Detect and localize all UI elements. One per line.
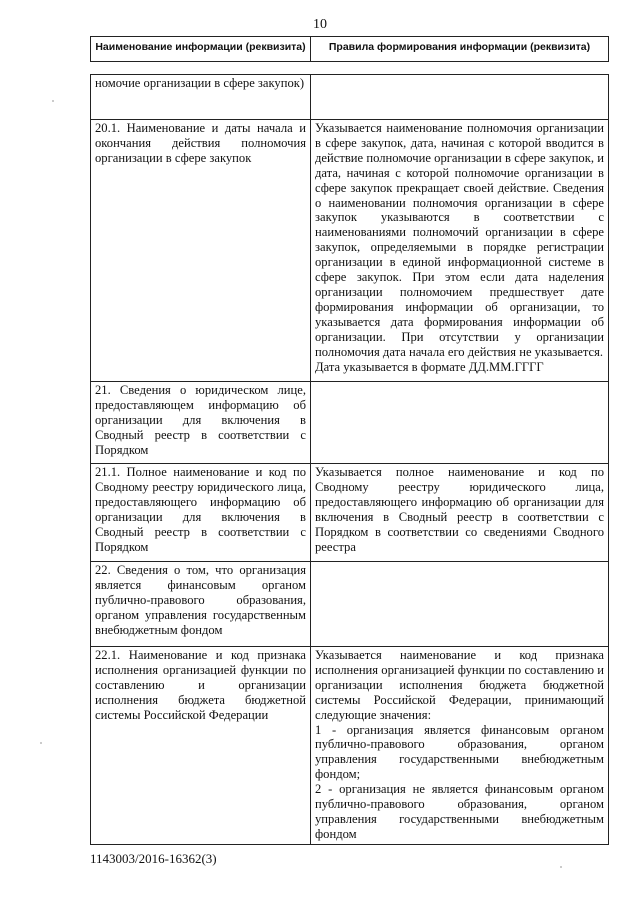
row-name-cell: 22.1. Наименование и код признака исполнения организацией функции по составлению и организации исполнения бюджета бюджетной системы Российской Федерации: [91, 647, 311, 845]
table-row: [91, 562, 609, 647]
row-rules-cell: [311, 75, 609, 120]
rules-paragraph: Указывается полное наименование и код по Сводному реестру юридического лица, предоставляющего информацию об организации для включения в Сводный реестр в соответствии с Порядком в соответствии со сведениями Сводного реестра: [315, 465, 604, 554]
row-rules-cell: [311, 562, 609, 647]
column-header-rules: Правила формирования информации (реквизита): [311, 37, 609, 62]
column-header-row: [91, 37, 609, 62]
page-number: 10: [313, 17, 327, 32]
table-row: [91, 647, 609, 845]
table-row: [91, 464, 609, 562]
row-name-cell: 20.1. Наименование и даты начала и окончания действия полномочия организации в сфере закупок: [91, 120, 311, 382]
row-rules-cell: [311, 464, 609, 562]
requisites-table: [90, 74, 609, 845]
scan-speck: [52, 100, 54, 102]
row-rules-cell: [311, 120, 609, 382]
column-header-table: [90, 36, 609, 62]
rules-paragraph: 1 - организация является финансовым органом публично-правового образования, органом управления государственными внебюджетным фондом;: [315, 722, 604, 782]
column-header-name: Наименование информации (реквизита): [91, 37, 311, 62]
rules-paragraph: Указывается наименование полномочия организации в сфере закупок, дата, начиная с которой вводится в действие полномочие организации в сфере закупок, и дата, начиная с которой полномочие организации в сфере закупок прекращает своей действие. Сведения о наименовании полномочия организации в сфере закупок указываются в соответствии с наименованиями полномочий организации в сфере закупок, определяемыми в порядке регистрации организации в единой информационной системе в сфере закупок. При этом если дата наделения организации полномочием предшествует дате формирования информации об организации, то указывается дата формирования информации об организации. При отсутствии у организации полномочия дата начала его действия не указывается.: [315, 121, 604, 359]
rules-paragraph: Указывается наименование и код признака исполнения организацией функции по составлению и организации исполнения бюджета бюджетной системы Российской Федерации, принимающий следующие значения:: [315, 648, 604, 722]
scan-speck: [40, 742, 42, 744]
rules-paragraph: Дата указывается в формате ДД.ММ.ГГГГ: [315, 359, 544, 374]
table-row: [91, 120, 609, 382]
table-row: [91, 75, 609, 120]
row-name-cell: 22. Сведения о том, что организация является финансовым органом публично-правового образования, органом управления государственным внебюджетным фондом: [91, 562, 311, 647]
row-rules-cell: [311, 647, 609, 845]
row-name-cell: 21.1. Полное наименование и код по Сводному реестру юридического лица, предоставляющего информацию об организации для включения в Сводный реестр в соответствии с Порядком: [91, 464, 311, 562]
table-row: [91, 382, 609, 464]
row-name-cell: 21. Сведения о юридическом лице, предоставляющем информацию об организации для включения в Сводный реестр в соответствии с Порядком: [91, 382, 311, 464]
document-id: 1143003/2016-16362(3): [90, 851, 217, 866]
rules-paragraph: 2 - организация не является финансовым органом публично-правового образования, органом управления государственными внебюджетным фондом: [315, 782, 604, 841]
row-rules-cell: [311, 382, 609, 464]
scan-speck: [560, 866, 562, 868]
row-name-cell: номочие организации в сфере закупок): [91, 75, 311, 120]
